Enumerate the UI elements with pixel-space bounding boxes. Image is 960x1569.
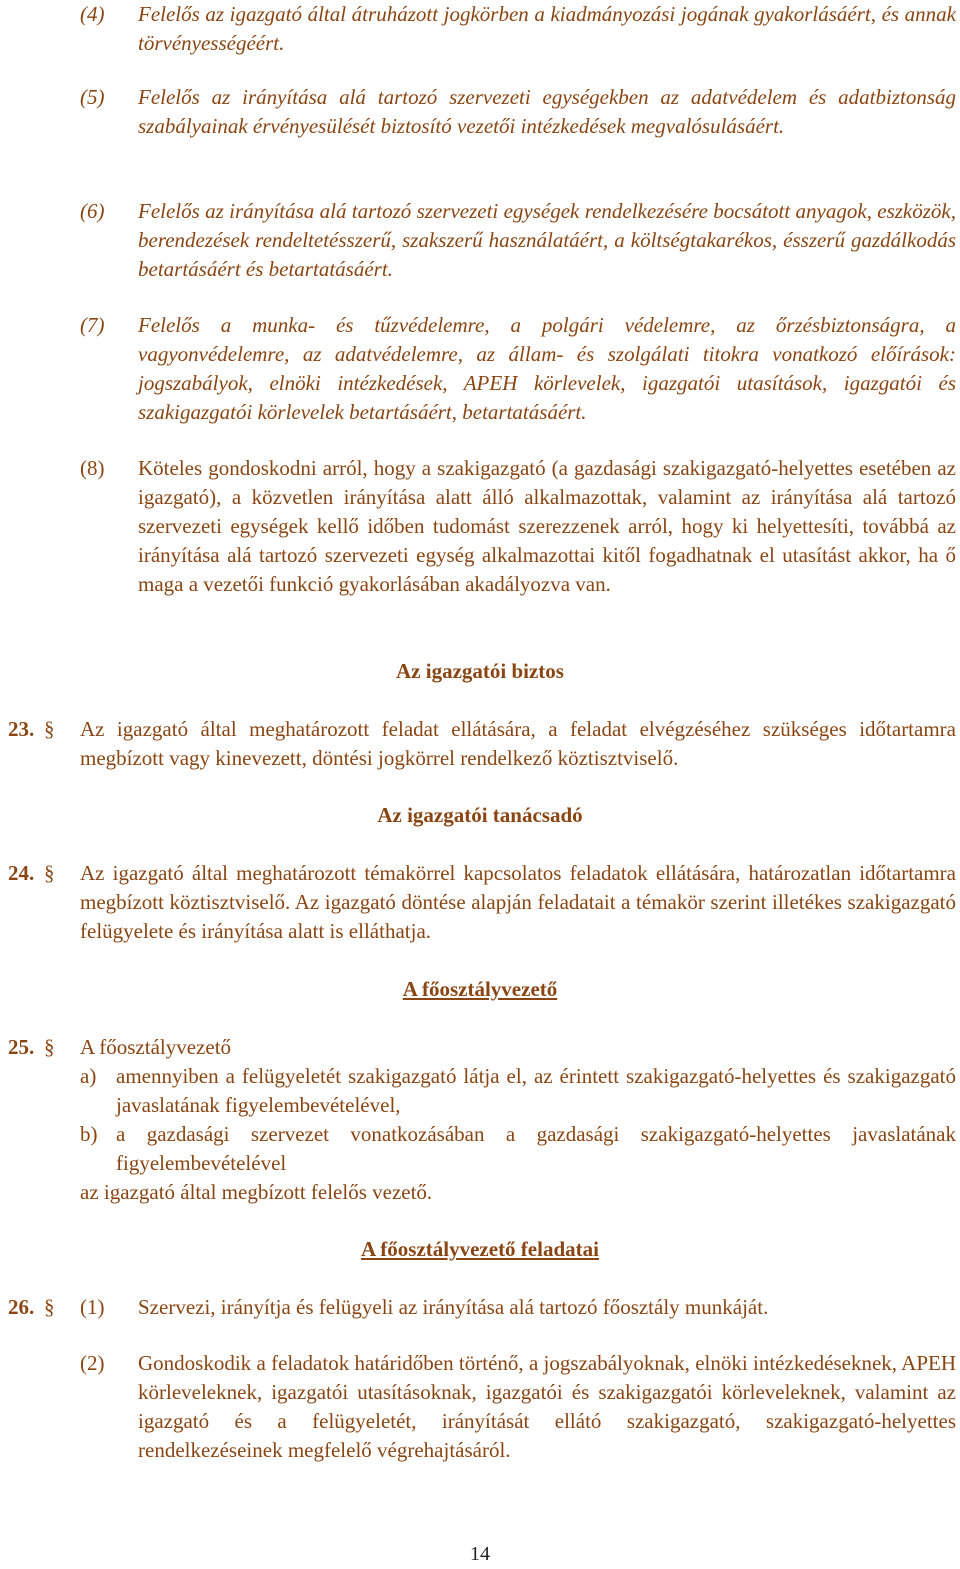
- item-text: Felelős a munka- és tűzvédelemre, a polgári védelemre, az őrzésbiztonságra, a vagyonvédelemre, az adatvédelemre, az állam- és szolgálati titokra vonatkozó előírások: jogszabályok, elnöki intézkedések, APEH körlevelek, igazgatói utasítások, igazgatói és szakigazgatói körlevelek betartásáért, betartatásáért.: [138, 313, 956, 424]
- list-label: b): [80, 1122, 98, 1146]
- section-outro: az igazgató által megbízott felelős vezető.: [80, 1180, 433, 1204]
- section-number: 26.: [8, 1295, 35, 1319]
- item-number: (2): [80, 1351, 105, 1375]
- item-text: Köteles gondoskodni arról, hogy a szakigazgató (a gazdasági szakigazgató-helyettes esetében az igazgató), a közvetlen irányítása alatt álló alkalmazottak, valamint az irányítása alá tartozó szervezeti egységek kellő időben tudomást szerezzenek arról, hogy ki helyettesíti, továbbá az irányítása alá tartozó szervezeti egység alkalmazottai kitől fogadhatnak el utasítást akkor, ha ő maga a vezetői funkció gyakorlásában akadályozva van.: [138, 456, 956, 596]
- item-text: Szervezi, irányítja és felügyeli az irányítása alá tartozó főosztály munkáját.: [138, 1295, 769, 1319]
- item-text: Gondoskodik a feladatok határidőben történő, a jogszabályoknak, elnöki intézkedéseknek, APEH körleveleknek, igazgatói utasításoknak, igazgatói és szakigazgatói körleveleknek, valamint az igazgató és a felügyeletét, irányítását ellátó szakigazgató, szakigazgató-helyettes rendelkezéseinek megfelelő végrehajtásáról.: [138, 1351, 956, 1462]
- section-text: Az igazgató által meghatározott témakörrel kapcsolatos feladatok ellátására, határozatlan időtartamra megbízott köztisztviselő. Az igazgató döntése alapján feladatait a témakör szerint illetékes szakigazgató felügyelete és irányítása alatt is elláthatja.: [80, 861, 956, 943]
- item-number: (6): [80, 199, 105, 223]
- item-number: (4): [80, 2, 105, 26]
- section-number: 25.: [8, 1035, 35, 1059]
- section-heading: A főosztályvezető feladatai: [361, 1237, 599, 1261]
- section-heading: A főosztályvezető: [402, 977, 558, 1001]
- item-number: (5): [80, 85, 105, 109]
- section-number: 24.: [8, 861, 35, 885]
- list-item-text: a gazdasági szervezet vonatkozásában a gazdasági szakigazgató-helyettes javaslatának figyelembevételével: [116, 1122, 956, 1175]
- item-number: (7): [80, 313, 105, 337]
- item-number: (1): [80, 1295, 105, 1319]
- page-number: 14: [470, 1543, 490, 1565]
- section-intro: A főosztályvezető: [80, 1035, 232, 1059]
- paragraph-sign: §: [44, 1035, 55, 1059]
- paragraph-sign: §: [44, 1295, 55, 1319]
- item-text: Felelős az irányítása alá tartozó szervezeti egységek rendelkezésére bocsátott anyagok, eszközök, berendezések rendeltetésszerű, szakszerű használatáért, a költségtakarékos, ésszerű gazdálkodás betartásáért és betartatásáért.: [138, 199, 956, 281]
- paragraph-sign: §: [44, 717, 55, 741]
- section-heading: Az igazgatói biztos: [396, 659, 564, 683]
- list-item-text: amennyiben a felügyeletét szakigazgató látja el, az érintett szakigazgató-helyettes és szakigazgató javaslatának figyelembevételével,: [116, 1064, 956, 1117]
- list-label: a): [80, 1064, 97, 1088]
- paragraph-sign: §: [44, 861, 55, 885]
- section-heading: Az igazgatói tanácsadó: [377, 803, 583, 827]
- item-text: Felelős az igazgató által átruházott jogkörben a kiadmányozási jogának gyakorlásáért, és annak törvényességéért.: [138, 2, 956, 55]
- section-number: 23.: [8, 717, 35, 741]
- item-text: Felelős az irányítása alá tartozó szervezeti egységekben az adatvédelem és adatbiztonság szabályainak érvényesülését biztosító vezetői intézkedések megvalósulásáért.: [138, 85, 956, 138]
- item-number: (8): [80, 456, 105, 480]
- section-text: Az igazgató által meghatározott feladat ellátására, a feladat elvégzéséhez szükséges időtartamra megbízott vagy kinevezett, döntési jogkörrel rendelkező köztisztviselő.: [80, 717, 956, 770]
